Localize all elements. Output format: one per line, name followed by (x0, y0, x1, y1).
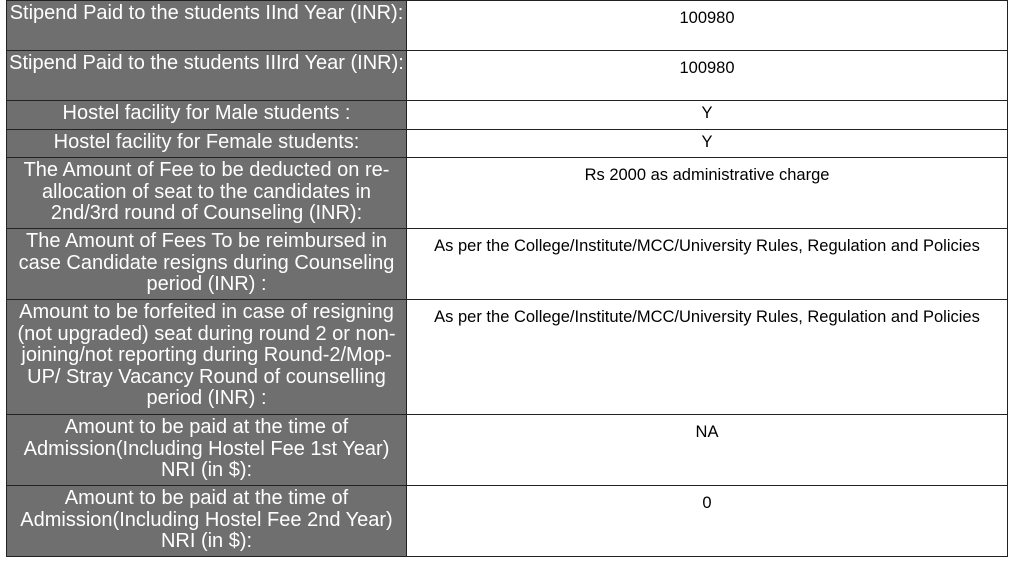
field-label: Amount to be paid at the time of Admission(Including Hostel Fee 1st Year) NRI (in $): (7, 415, 407, 486)
field-value: Y (407, 130, 1008, 158)
field-label: Hostel facility for Male students : (7, 101, 407, 130)
field-label: Hostel facility for Female students: (7, 130, 407, 158)
table-row (7, 158, 1008, 229)
field-label: Stipend Paid to the students IIIrd Year (INR): (7, 51, 407, 101)
field-label: The Amount of Fees To be reimbursed in case Candidate resigns during Counseling period (INR) : (7, 229, 407, 300)
field-value: 0 (407, 486, 1008, 557)
field-label: Amount to be forfeited in case of resigning (not upgraded) seat during round 2 or non-joining/not reporting during Round-2/Mop-UP/ Stray Vacancy Round of counselling period (INR) : (7, 300, 407, 415)
table-row (7, 1, 1008, 51)
field-value: As per the College/Institute/MCC/University Rules, Regulation and Policies (407, 229, 1008, 300)
table-row (7, 130, 1008, 158)
field-value: 100980 (407, 1, 1008, 51)
table-row (7, 486, 1008, 557)
college-details-table (6, 0, 1008, 557)
table-row (7, 300, 1008, 415)
table-row (7, 51, 1008, 101)
field-value: Y (407, 101, 1008, 130)
field-value: As per the College/Institute/MCC/University Rules, Regulation and Policies (407, 300, 1008, 415)
table-row (7, 415, 1008, 486)
field-value: Rs 2000 as administrative charge (407, 158, 1008, 229)
field-value: 100980 (407, 51, 1008, 101)
field-label: Stipend Paid to the students IInd Year (INR): (7, 1, 407, 51)
table-row (7, 229, 1008, 300)
field-label: Amount to be paid at the time of Admission(Including Hostel Fee 2nd Year) NRI (in $): (7, 486, 407, 557)
table-row (7, 101, 1008, 130)
field-label: The Amount of Fee to be deducted on re-allocation of seat to the candidates in 2nd/3rd round of Counseling (INR): (7, 158, 407, 229)
field-value: NA (407, 415, 1008, 486)
